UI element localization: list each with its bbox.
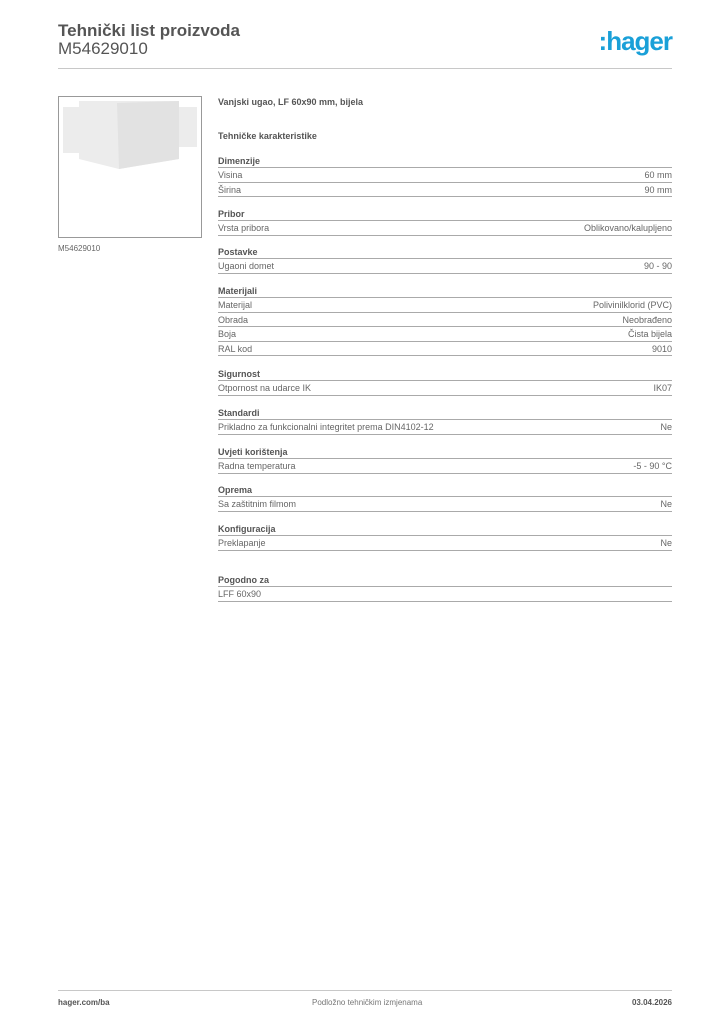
product-image xyxy=(58,96,202,238)
spec-row xyxy=(218,327,672,342)
spec-row xyxy=(218,259,672,274)
spec-section xyxy=(218,245,672,274)
tech-heading: Tehničke karakteristike xyxy=(218,131,317,141)
spec-value: Polivinilklorid (PVC) xyxy=(592,300,672,310)
spec-label: Visina xyxy=(218,170,243,180)
page-title: Tehnički list proizvoda xyxy=(58,21,240,40)
footer-note: Podložno tehničkim izmjenama xyxy=(312,998,423,1007)
spec-row xyxy=(218,536,672,551)
spec-label: Boja xyxy=(218,329,237,340)
spec-section xyxy=(218,445,672,474)
footer-website[interactable]: hager.com/ba xyxy=(58,998,110,1007)
spec-value: 90 - 90 xyxy=(643,261,672,271)
section-title: Pogodno za xyxy=(218,573,672,587)
spec-section xyxy=(218,284,672,356)
section-title: Dimenzije xyxy=(218,154,672,168)
spec-section xyxy=(218,154,672,197)
section-title: Materijali xyxy=(218,284,672,298)
section-title: Postavke xyxy=(218,245,672,259)
spec-value: -5 - 90 °C xyxy=(633,461,672,471)
spec-label: Sa zaštitnim filmom xyxy=(218,499,297,509)
image-caption: M54629010 xyxy=(58,244,101,253)
footer-divider xyxy=(58,990,672,991)
spec-section xyxy=(218,573,672,602)
spec-section xyxy=(218,483,672,512)
spec-label: Obrada xyxy=(218,314,249,325)
spec-row xyxy=(218,381,672,396)
spec-row xyxy=(218,221,672,236)
spec-label: Otpornost na udarce IK xyxy=(218,383,312,393)
product-description: Vanjski ugao, LF 60x90 mm, bijela xyxy=(218,97,364,107)
spec-label: Ugaoni domet xyxy=(218,261,275,271)
spec-value: Ne xyxy=(660,538,672,548)
spec-label: LFF 60x90 xyxy=(218,589,262,599)
spec-value: Čista bijela xyxy=(627,329,672,340)
spec-row xyxy=(218,313,672,328)
hager-logo: :hager xyxy=(598,26,672,56)
spec-label: Prikladno za funkcionalni integritet prema DIN4102-12 xyxy=(218,422,434,432)
section-title: Uvjeti korištenja xyxy=(218,445,672,459)
section-title: Konfiguracija xyxy=(218,522,672,536)
spec-row xyxy=(218,497,672,512)
spec-value: 9010 xyxy=(651,343,672,354)
spec-row xyxy=(218,183,672,198)
spec-value: Neobrađeno xyxy=(622,314,672,325)
spec-label: Materijal xyxy=(218,300,253,310)
spec-section xyxy=(218,367,672,396)
section-title: Standardi xyxy=(218,406,672,420)
spec-value: Ne xyxy=(660,499,672,509)
section-title: Oprema xyxy=(218,483,672,497)
section-title: Sigurnost xyxy=(218,367,672,381)
spec-value: Oblikovano/kalupljeno xyxy=(583,223,672,233)
spec-label: RAL kod xyxy=(218,343,253,354)
spec-label: Širina xyxy=(218,184,242,195)
spec-value: 60 mm xyxy=(644,170,672,180)
spec-value: Ne xyxy=(660,422,672,432)
spec-row xyxy=(218,420,672,435)
header-divider xyxy=(58,68,672,69)
spec-row xyxy=(218,587,672,602)
spec-label: Radna temperatura xyxy=(218,461,296,471)
spec-section xyxy=(218,207,672,236)
spec-section xyxy=(218,406,672,435)
spec-label: Vrsta pribora xyxy=(218,223,270,233)
spec-row xyxy=(218,342,672,357)
spec-value: IK07 xyxy=(653,383,672,393)
spec-row xyxy=(218,298,672,313)
section-title: Pribor xyxy=(218,207,672,221)
footer-date: 03.04.2026 xyxy=(631,998,672,1007)
spec-value: 90 mm xyxy=(644,184,672,195)
spec-label: Preklapanje xyxy=(218,538,266,548)
product-code: M54629010 xyxy=(58,39,148,58)
spec-row xyxy=(218,459,672,474)
spec-section xyxy=(218,522,672,551)
spec-row xyxy=(218,168,672,183)
